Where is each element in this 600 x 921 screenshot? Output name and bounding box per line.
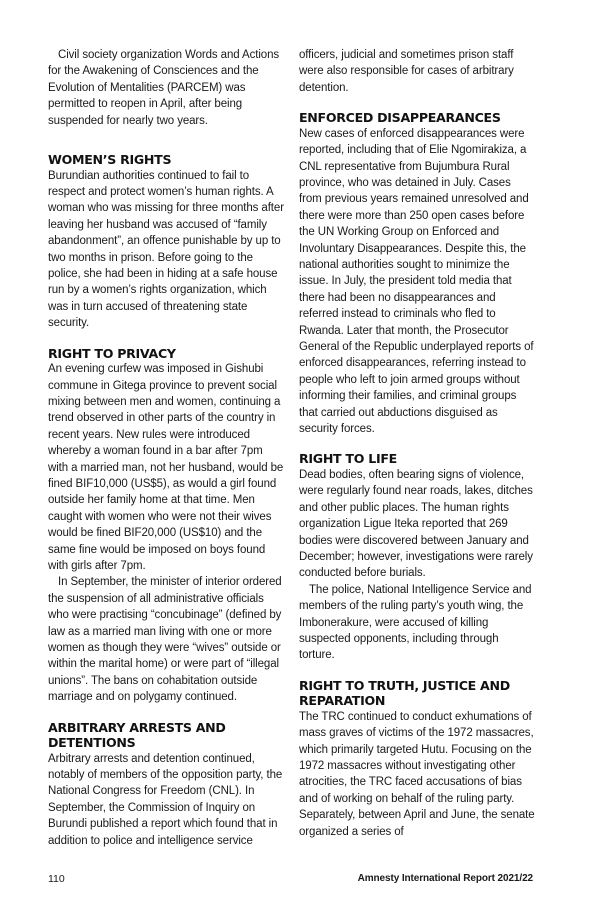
right-to-life-paragraph-2: The police, National Intelligence Service and members of the ruling party’s youth wing, the Imbonerakure, were accused of killing suspected opponents, including through torture. [299,583,532,662]
intro-paragraph: Civil society organization Words and Actions for the Awakening of Consciences and the Evolution of Mentalities (PARCEM) was permitted to reopen in April, after being suspended for nearly two years. [48,49,280,127]
womens-rights-paragraph: Burundian authorities continued to fail to respect and protect women’s human rights. A woman who was missing for three months after leaving her husband was accused of “family abandonment”, an offence punishable by up to two months in prison. Before going to the police, she had been in hiding at a safe house run by a women’s rights organization, which was in turn accused of threatening state security. [48,169,284,330]
enforced-disappearances-paragraph: New cases of enforced disappearances were reported, including that of Elie Ngomirakiza, a CNL representative from Bujumbura Rural province, who was detained in July. Cases from previous years remained unresolved and there were more than 250 open cases before the UN Working Group on Enforced and Involuntary Disappearances. Despite this, the national authorities sought to minimize the issue. In July, the president told media that there had been no disappearances and referred instead to criminals who fled to Rwanda. Later that month, the Prosecutor General of the Republic underplayed reports of enforced disappearances, referring instead to people who left to join armed groups without informing their families, and criminal groups that carried out abductions disguised as security forces. [299,127,534,436]
right-column [299,47,535,840]
arbitrary-arrests-heading: ARBITRARY ARRESTS AND DETENTIONS [48,719,226,751]
right-to-privacy-paragraph-1: An evening curfew was imposed in Gishubi commune in Gitega province to prevent social mixing between men and women, continuing a trend observed in other parts of the country in recent years. New rules were introduced whereby a woman found in a bar after 7pm with a married man, not her husband, would be fined BIF10,000 (US$5), as would a girl found outside her family home at that time. Men caught with women who were not their wives would be fined BIF20,000 (US$10) and the same fine would be imposed on boys found with girls after 7pm. [48,363,284,572]
report-title: Amnesty International Report 2021/22 [357,873,533,884]
right-to-privacy-heading: RIGHT TO PRIVACY [48,345,176,361]
right-to-life-heading: RIGHT TO LIFE [299,451,397,467]
right-to-life-paragraph-1: Dead bodies, often bearing signs of violence, were regularly found near roads, lakes, ditches and other public places. The human rights organization Ligue Iteka reported that 269 bodies were discovered between January and December; however, investigations were rarely conducted before burials. [299,468,533,580]
page-number: 110 [48,873,65,885]
continued-paragraph: officers, judicial and sometimes prison staff were also responsible for cases of arbitrary detention. [299,49,514,94]
right-to-privacy-paragraph-2: In September, the minister of interior ordered the suspension of all administrative officials who were practising “concubinage” (defined by law as a married man living with one or more women as though they were “wives” outside or within the marital home) or were part of “illegal unions”. The bans on cohabitation outside marriage and on polygamy continued. [48,576,282,704]
truth-justice-heading: RIGHT TO TRUTH, JUSTICE AND REPARATION [299,677,510,709]
left-column [48,47,284,849]
truth-justice-paragraph: The TRC continued to conduct exhumations of mass graves of victims of the 1972 massacres, which primarily targeted Hutu. Focusing on the 1972 massacres without investigating other atrocities, the TRC faced accusations of bias and of working on behalf of the ruling party. Separately, between April and June, the senate organized a series of [299,710,535,838]
arbitrary-arrests-paragraph: Arbitrary arrests and detention continued, notably of members of the opposition party, the National Congress for Freedom (CNL). In September, the Commission of Inquiry on Burundi published a report which found that in addition to police and intelligence service [48,752,283,847]
womens-rights-heading: WOMEN’S RIGHTS [48,152,172,168]
enforced-disappearances-heading: ENFORCED DISAPPEARANCES [299,110,501,126]
